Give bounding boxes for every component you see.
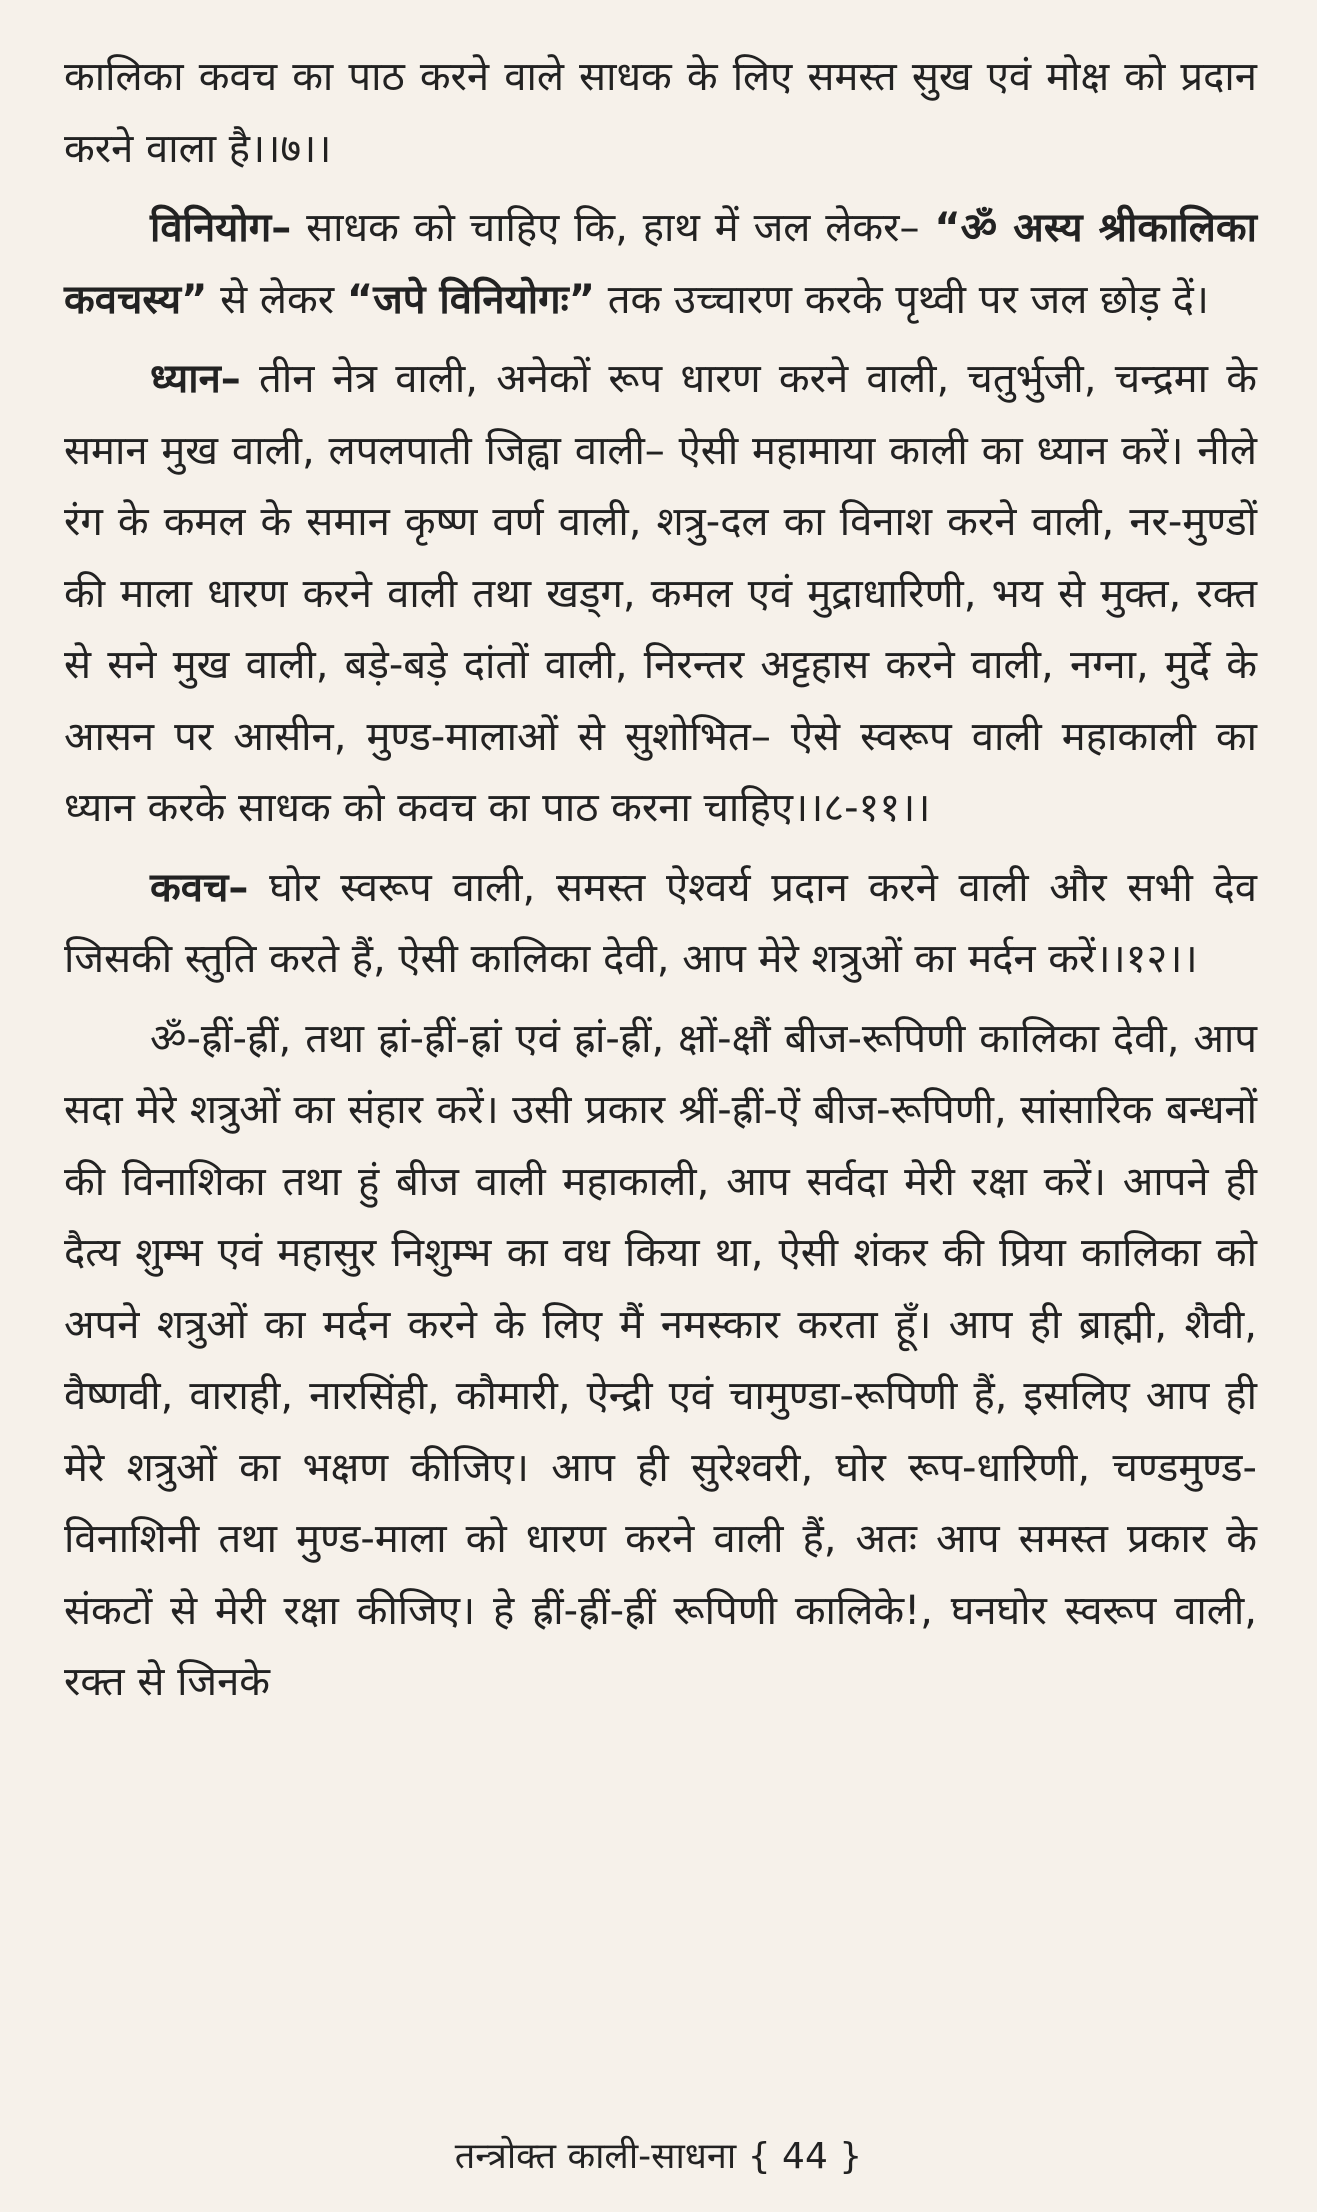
paragraph-viniyog [64,193,1257,336]
viniyog-text-1: साधक को चाहिए कि, हाथ में जल लेकर– [291,205,935,251]
viniyog-text-3: तक उच्चारण करके पृथ्वी पर जल छोड़ दें। [595,276,1209,323]
viniyog-quote-1: “ॐ अस्य श्रीकालिका कवचस्य” [64,205,1257,323]
paragraph-mantra [64,1004,1257,1719]
mantra-text: ॐ-ह्रीं-ह्रीं, तथा ह्रां-ह्रीं-ह्रां एवं ह्रां-ह्रीं, क्षों-क्षौं बीज-रूपिणी कालिका देवी, आप सदा मेरे शत्रुओं का संहार करें। उसी प्रकार श्रीं-ह्रीं-ऐं बीज-रूपिणी, सांसारिक बन्धनों की विनाशिका तथा हुं बीज वाली महाकाली, आप सर्वदा मेरी रक्षा करें। आपने ही दैत्य शुम्भ एवं महासुर निशुम्भ का वध किया था, ऐसी शंकर की प्रिया कालिका को अपने शत्रुओं का मर्दन करने के लिए मैं नमस्कार करता हूँ। आप ही ब्राह्मी, शैवी, वैष्णवी, वाराही, नारसिंही, कौमारी, ऐन्द्री एवं चामुण्डा-रूपिणी हैं, इसलिए आप ही मेरे शत्रुओं का भक्षण कीजिए। आप ही सुरेश्वरी, घोर रूप-धारिणी, चण्डमुण्ड-विनाशिनी तथा मुण्ड-माला को धारण करने वाली हैं, अतः आप समस्त प्रकार के संकटों से मेरी रक्षा कीजिए। हे ह्रीं-ह्रीं-ह्रीं रूपिणी कालिके!, घनघोर स्वरूप वाली, रक्त से जिनके [64,1015,1257,1705]
paragraph-kavach [64,853,1257,996]
page-footer [0,2132,1317,2182]
page-number: { 44 } [747,2136,863,2177]
paragraph-dhyan [64,344,1257,845]
dhyan-heading: ध्यान– [150,356,241,402]
viniyog-quote-2: “जपे विनियोगः” [346,276,596,323]
kavach-heading: कवच– [150,864,249,911]
dhyan-text: तीन नेत्र वाली, अनेकों रूप धारण करने वाली, चतुर्भुजी, चन्द्रमा के समान मुख वाली, लपलपाती जिह्वा वाली– ऐसी महामाया काली का ध्यान करें। नीले रंग के कमल के समान कृष्ण वर्ण वाली, शत्रु-दल का विनाश करने वाली, नर-मुण्डों की माला धारण करने वाली तथा खड्ग, कमल एवं मुद्राधारिणी, भय से मुक्त, रक्त से सने मुख वाली, बड़े-बड़े दांतों वाली, निरन्तर अट्टहास करने वाली, नग्ना, मुर्दे के आसन पर आसीन, मुण्ड-मालाओं से सुशोभित– ऐसे स्वरूप वाली महाकाली का ध्यान करके साधक को कवच का पाठ करना चाहिए।।८-११।। [64,356,1257,831]
kavach-text: घोर स्वरूप वाली, समस्त ऐश्वर्य प्रदान करने वाली और सभी देव जिसकी स्तुति करते हैं, ऐसी कालिका देवी, आप मेरे शत्रुओं का मर्दन करें।।१२।। [64,864,1257,982]
viniyog-heading: विनियोग– [150,205,292,251]
paragraph-intro-text: कालिका कवच का पाठ करने वाले साधक के लिए समस्त सुख एवं मोक्ष को प्रदान करने वाला है।।७।। [64,54,1257,172]
paragraph-intro [64,42,1257,185]
viniyog-text-2: से लेकर [207,276,347,323]
book-title: तन्त्रोक्त काली-साधना [454,2136,737,2177]
